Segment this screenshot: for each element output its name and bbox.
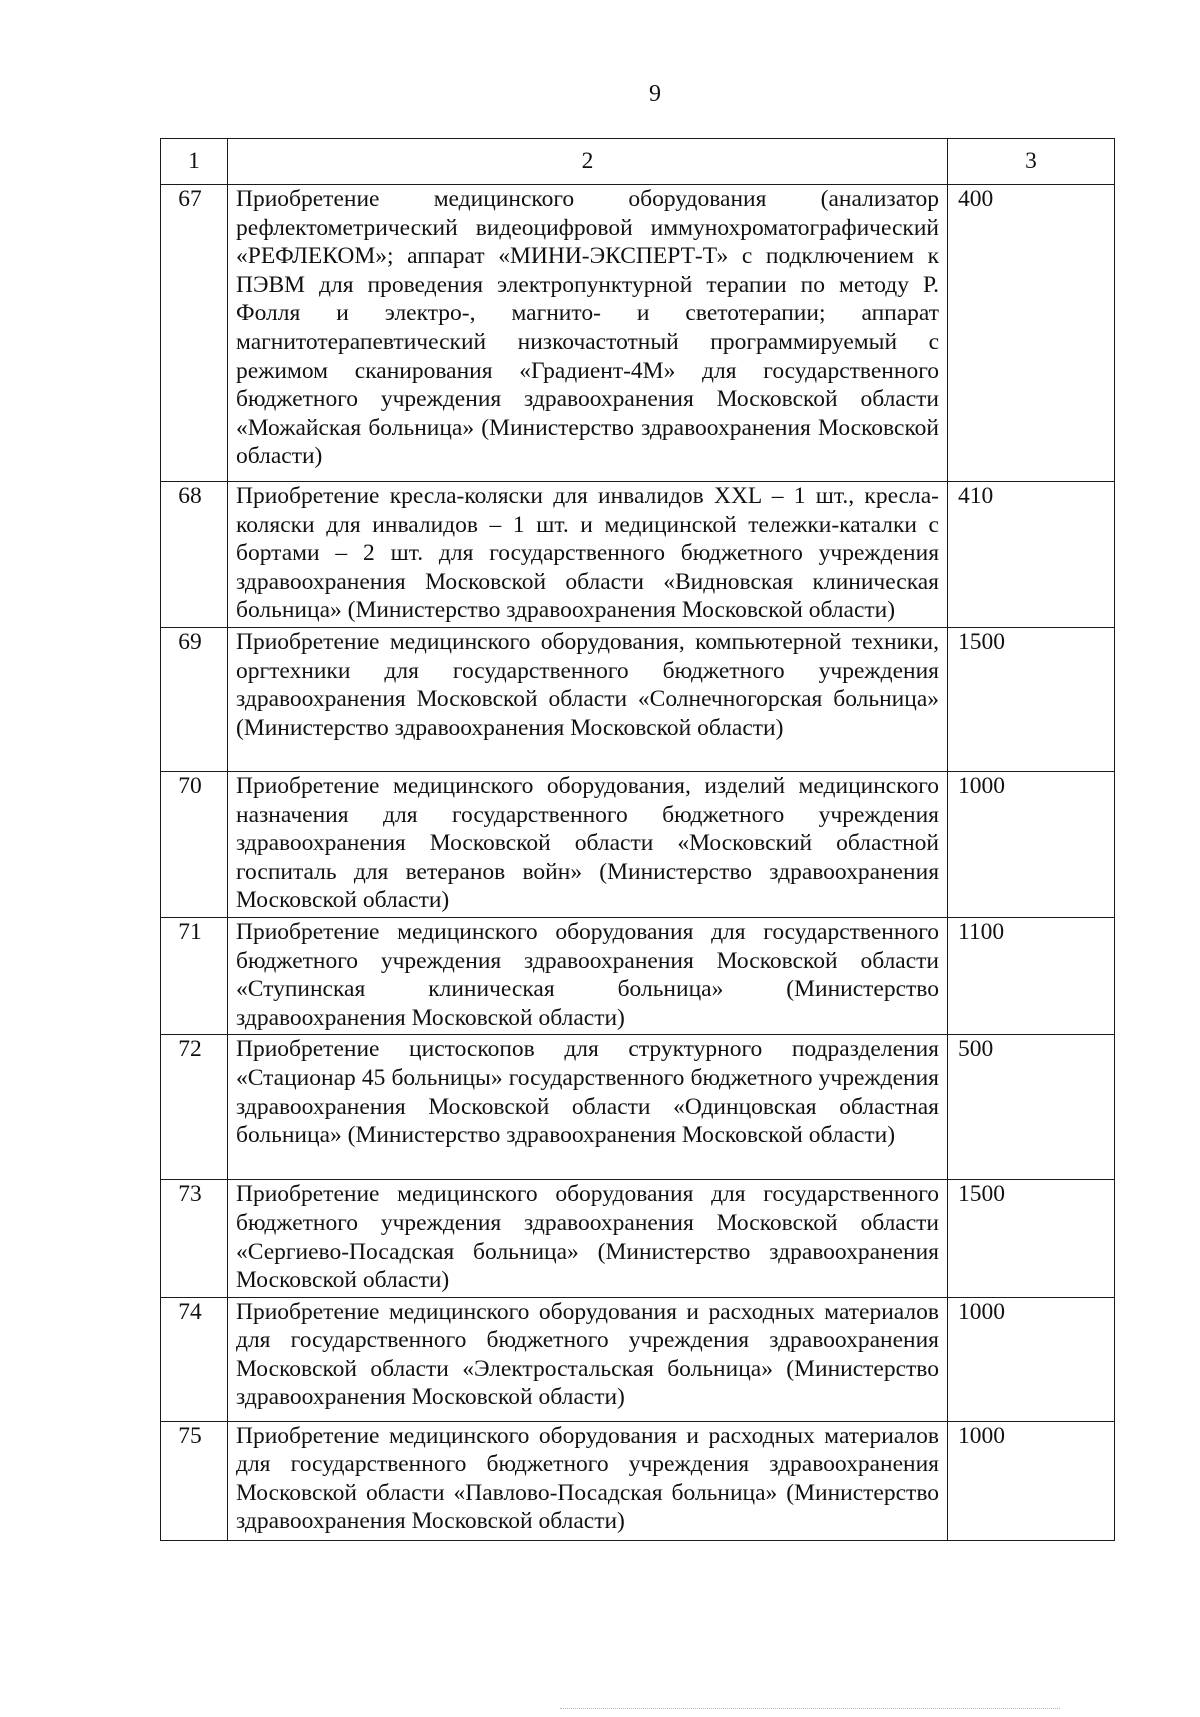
table-row — [161, 1421, 1115, 1540]
row-description: Приобретение медицинского оборудования, компьютерной техники, оргтехники для государственного бюджетного учреждения здравоохранения Московской области «Солнечногорская больница» (Министерство здравоохранения Московской области) — [228, 627, 948, 771]
table-row — [161, 185, 1115, 482]
row-amount: 1500 — [948, 627, 1115, 771]
row-amount: 1000 — [948, 1297, 1115, 1421]
row-number: 73 — [161, 1180, 228, 1297]
row-number: 68 — [161, 482, 228, 628]
table-header-row — [161, 139, 1115, 185]
row-number: 71 — [161, 917, 228, 1034]
row-number: 69 — [161, 627, 228, 771]
row-number: 75 — [161, 1421, 228, 1540]
table-row — [161, 771, 1115, 917]
table-row — [161, 917, 1115, 1034]
row-number: 74 — [161, 1297, 228, 1421]
row-amount: 400 — [948, 185, 1115, 482]
row-amount: 1100 — [948, 917, 1115, 1034]
table-row — [161, 482, 1115, 628]
row-amount: 500 — [948, 1035, 1115, 1180]
row-description: Приобретение медицинского оборудования и расходных материалов для государственного бюджетного учреждения здравоохранения Московской области «Электростальская больница» (Министерство здравоохранения Московской области) — [228, 1297, 948, 1421]
table-row — [161, 1297, 1115, 1421]
column-header-number: 1 — [161, 139, 228, 185]
row-number: 72 — [161, 1035, 228, 1180]
row-number: 70 — [161, 771, 228, 917]
row-description: Приобретение кресла-коляски для инвалидов XXL – 1 шт., кресла-коляски для инвалидов – 1 шт. и медицинской тележки-каталки с бортами – 2 шт. для государственного бюджетного учреждения здравоохранения Московской области «Видновская клиническая больница» (Министерство здравоохранения Московской области) — [228, 482, 948, 628]
row-amount: 1000 — [948, 1421, 1115, 1540]
column-header-description: 2 — [228, 139, 948, 185]
table-row — [161, 627, 1115, 771]
row-description: Приобретение цистоскопов для структурного подразделения «Стационар 45 больницы» государственного бюджетного учреждения здравоохранения Московской области «Одинцовская областная больница» (Министерство здравоохранения Московской области) — [228, 1035, 948, 1180]
row-description: Приобретение медицинского оборудования для государственного бюджетного учреждения здравоохранения Московской области «Ступинская клиническая больница» (Министерство здравоохранения Московской области) — [228, 917, 948, 1034]
row-description: Приобретение медицинского оборудования, изделий медицинского назначения для государственного бюджетного учреждения здравоохранения Московской области «Московский областной госпиталь для ветеранов войн» (Министерство здравоохранения Московской области) — [228, 771, 948, 917]
row-description: Приобретение медицинского оборудования и расходных материалов для государственного бюджетного учреждения здравоохранения Московской области «Павлово-Посадская больница» (Министерство здравоохранения Московской области) — [228, 1421, 948, 1540]
row-description: Приобретение медицинского оборудования для государственного бюджетного учреждения здравоохранения Московской области «Сергиево-Посадская больница» (Министерство здравоохранения Московской области) — [228, 1180, 948, 1297]
row-number: 67 — [161, 185, 228, 482]
row-amount: 1000 — [948, 771, 1115, 917]
row-description: Приобретение медицинского оборудования (анализатор рефлектометрический видеоцифровой иммунохроматографический «РЕФЛЕКОМ»; аппарат «МИНИ-ЭКСПЕРТ-Т» с подключением к ПЭВМ для проведения электропунктурной терапии по методу Р. Фолля и электро-, магнито- и светотерапии; аппарат магнитотерапевтический низкочастотный программируемый с режимом сканирования «Градиент-4М» для государственного бюджетного учреждения здравоохранения Московской области «Можайская больница» (Министерство здравоохранения Московской области) — [228, 185, 948, 482]
appropriations-table — [160, 138, 1115, 1541]
table-row — [161, 1180, 1115, 1297]
scan-artifact-line — [560, 1708, 1060, 1711]
column-header-amount: 3 — [948, 139, 1115, 185]
page-number: 9 — [649, 81, 661, 107]
table-row — [161, 1035, 1115, 1180]
row-amount: 410 — [948, 482, 1115, 628]
row-amount: 1500 — [948, 1180, 1115, 1297]
